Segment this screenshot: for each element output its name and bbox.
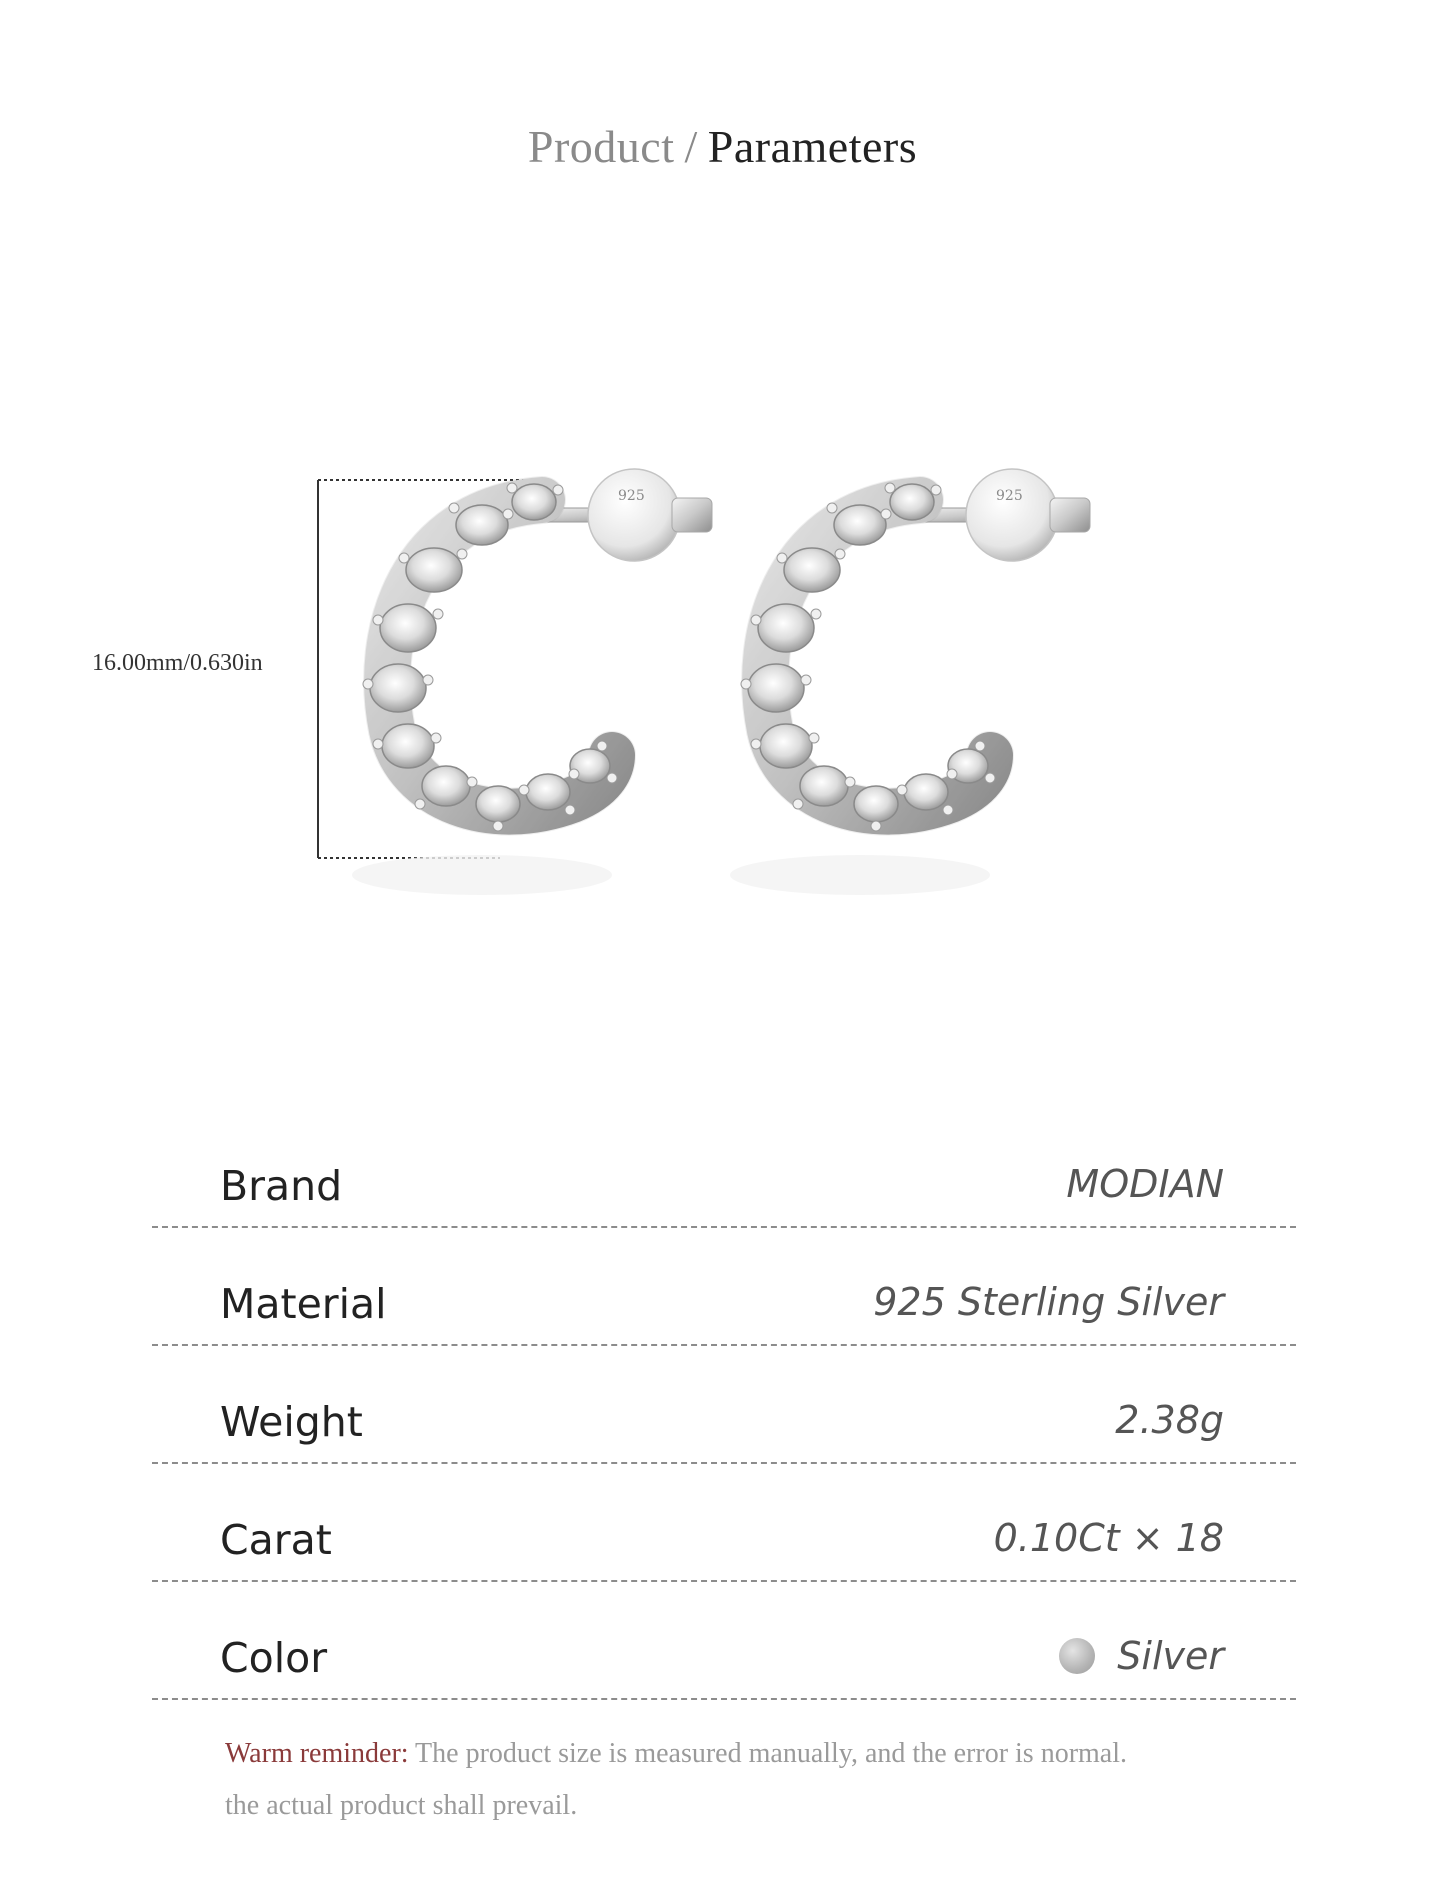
warm-reminder (225, 1728, 1325, 1832)
spec-row-brand (152, 1110, 1296, 1228)
earring-left (352, 469, 712, 895)
silver-swatch-icon (1059, 1638, 1095, 1674)
reminder-lead: Warm reminder: (225, 1738, 409, 1769)
reminder-line-1 (225, 1728, 1325, 1780)
dimension-label: 16.00mm/0.630in (92, 650, 263, 676)
color-value: Silver (1117, 1634, 1224, 1678)
reminder-text-1: The product size is measured manually, and the error is normal. (408, 1738, 1128, 1769)
title-light: Product (527, 121, 675, 172)
spec-label: Material (220, 1280, 387, 1328)
spec-label: Carat (220, 1516, 332, 1564)
title-bold: Parameters (707, 121, 918, 172)
spec-value: MODIAN (1066, 1162, 1224, 1206)
reminder-line-2: the actual product shall prevail. (225, 1790, 578, 1821)
spec-label: Color (220, 1634, 328, 1682)
title-separator: / (684, 121, 698, 172)
spec-label: Weight (220, 1398, 363, 1446)
spec-value: 925 Sterling Silver (873, 1280, 1224, 1324)
spec-row-carat (152, 1464, 1296, 1582)
product-image: 925 (0, 440, 1445, 960)
spec-row-weight (152, 1346, 1296, 1464)
page-title (0, 120, 1445, 173)
spec-row-color (152, 1582, 1296, 1700)
spec-value: 2.38g (1115, 1398, 1224, 1442)
spec-value-color (1059, 1634, 1224, 1678)
spec-table (152, 1110, 1296, 1700)
earring-right (730, 469, 1090, 895)
spec-value: 0.10Ct × 18 (993, 1516, 1224, 1560)
spec-row-material (152, 1228, 1296, 1346)
spec-label: Brand (220, 1162, 343, 1210)
